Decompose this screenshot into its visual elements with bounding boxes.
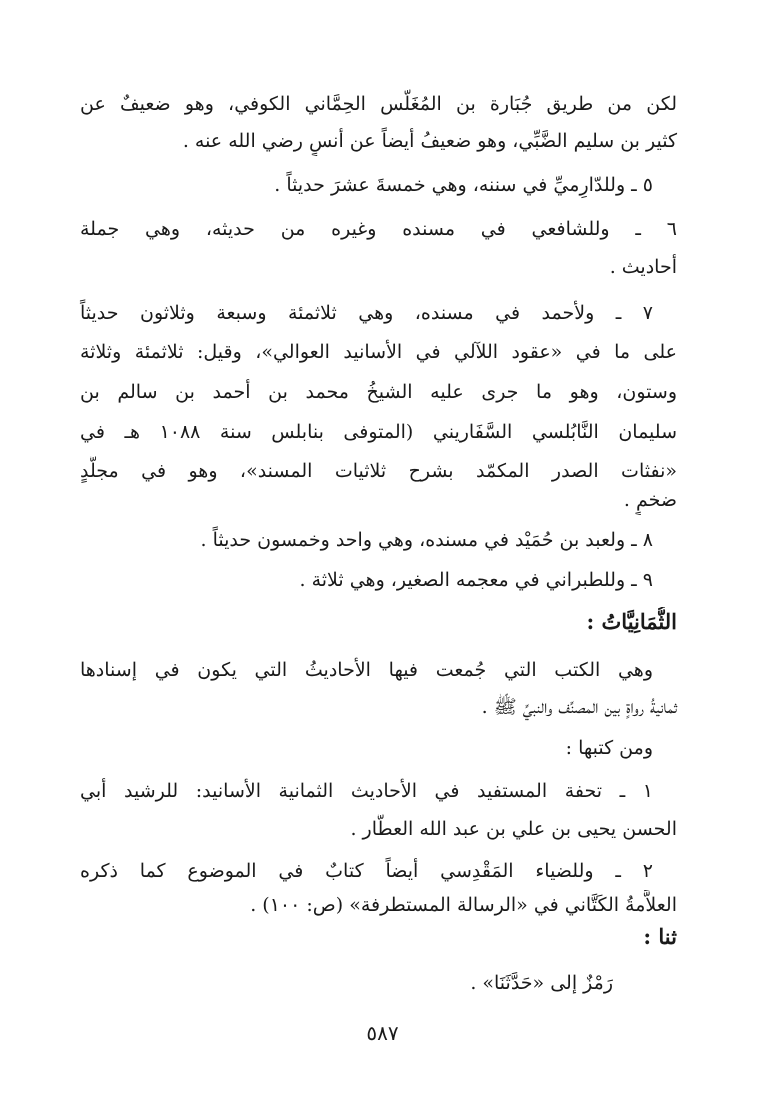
text-line-13: ٩ ـ وللطبراني في معجمه الصغير، وهي ثلاثة .: [299, 569, 653, 591]
text-line-3: ٥ ـ وللدّارِميِّ في سننه، وهي خمسةَ عشرَ حديثاً .: [274, 174, 653, 196]
text-line-7: على ما في «عقود اللآلي في الأسانيد العوالي»، وقيل: ثلاثمئة وثلاثة: [80, 341, 677, 363]
text-line-17: ومن كتبها :: [565, 737, 653, 759]
text-line-9: سليمان النَّابُلسي السَّفَاريني (المتوفى بنابلس سنة ١٠٨٨ هـ في: [80, 421, 677, 443]
section-heading-thumaniyat: الثُّمَانِيَّاتُ :: [586, 609, 677, 634]
text-line-23: رَمْزٌ إلى «حَدَّثَنَا» .: [470, 972, 613, 994]
page-number: ٥٨٧: [366, 1021, 399, 1045]
text-line-20: ٢ ـ وللضياء المَقْدِسي أيضاً كتابٌ في الموضوع كما ذكره: [80, 860, 653, 882]
text-line-6: ٧ ـ ولأحمد في مسنده، وهي ثلاثمئة وسبعة وثلاثون حديثاً: [80, 302, 653, 324]
text-line-12: ٨ ـ ولعبد بن حُمَيْد في مسنده، وهي واحد وخمسون حديثاً .: [200, 529, 653, 551]
text-line-8: وستون، وهو ما جرى عليه الشيخُ محمد بن أحمد بن سالم بن: [80, 381, 677, 403]
text-line-4: ٦ ـ وللشافعي في مسنده وغيره من حديثه، وهي جملة: [80, 218, 677, 240]
text-line-1: لكن من طريق جُبَارة بن المُغَلّس الحِمَّاني الكوفي، وهو ضعيفٌ عن: [80, 93, 677, 115]
text-line-10: «نفثات الصدر المكمّد بشرح ثلاثيات المسند»، وهو في مجلَّدٍ: [80, 460, 677, 482]
text-line-21: العلاَّمةُ الكَتَّاني في «الرسالة المستطرفة» (ص: ١٠٠) .: [250, 894, 677, 916]
section-heading-thana: ثنا :: [643, 924, 677, 949]
text-line-18: ١ ـ تحفة المستفيد في الأحاديث الثمانية الأسانيد: للرشيد أبي: [80, 780, 653, 802]
text-line-15: وهي الكتب التي جُمعت فيها الأحاديثُ التي يكون في إسنادها: [80, 659, 653, 681]
text-line-19: الحسن يحيى بن علي بن عبد الله العطَّار .: [350, 818, 677, 840]
text-line-2: كثير بن سليم الضَّبِّي، وهو ضعيفُ أيضاً عن أنسٍ رضي الله عنه .: [182, 130, 677, 152]
text-line-11: ضخمٍ .: [623, 489, 677, 511]
text-line-16: ثمانيةُ رواةٍ بين المصنِّف والنبيِّ ﷺ .: [481, 696, 677, 718]
text-line-5: أحاديث .: [609, 256, 677, 278]
